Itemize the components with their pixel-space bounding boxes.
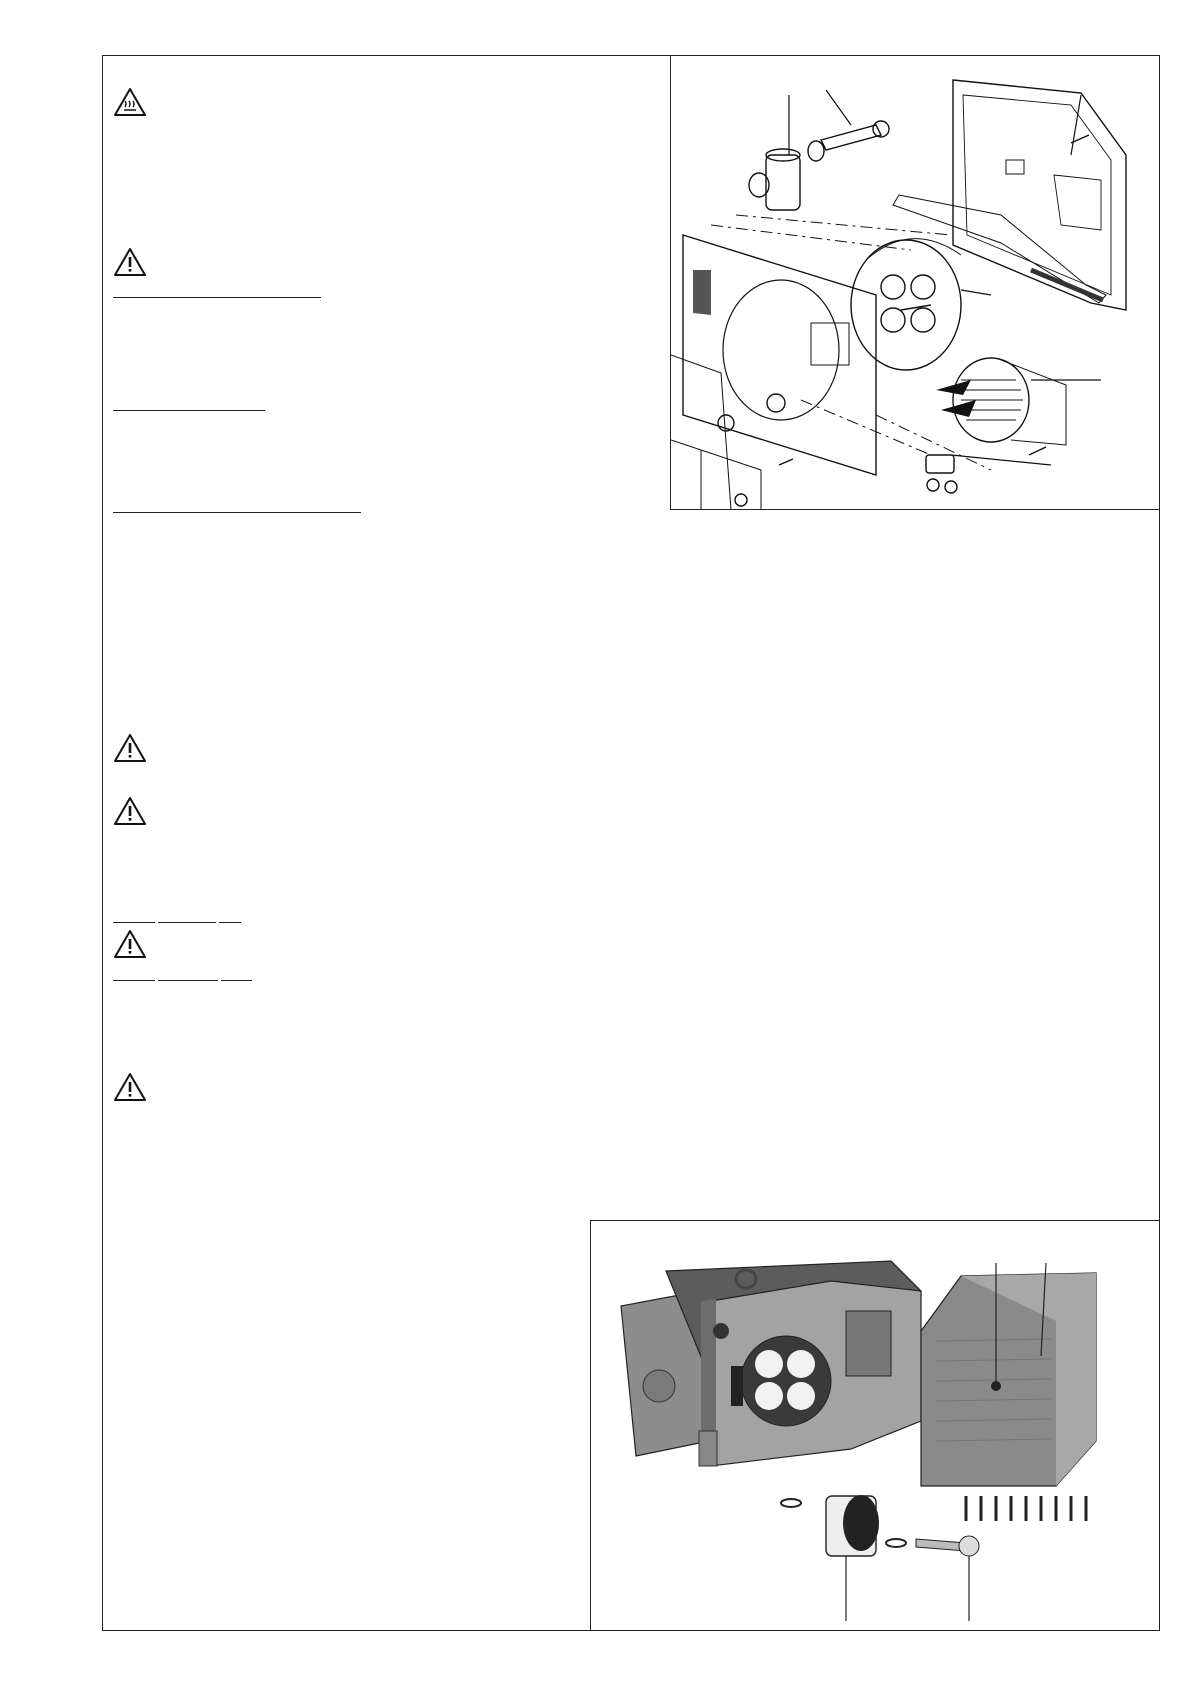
heading-underline (221, 980, 252, 981)
heading-underline (113, 512, 361, 513)
heading-underline (113, 297, 321, 298)
pump-body (621, 1261, 921, 1466)
warning-triangle-icon (113, 796, 147, 826)
warning-triangle-icon (113, 1072, 147, 1102)
screws (966, 1496, 1086, 1521)
cover-plate (921, 1273, 1096, 1486)
heading-underline (113, 410, 265, 411)
heading-underline (113, 922, 155, 923)
rotor-housing-part (851, 240, 961, 370)
warning-triangle-icon (113, 247, 147, 277)
heading-underline (158, 922, 216, 923)
vacuum-pump-photo (590, 1220, 1160, 1631)
shaft-part (821, 125, 881, 150)
filter-cartridge-part (766, 155, 800, 210)
warning-triangle-icon (113, 929, 147, 959)
hot-surface-warning-icon (113, 87, 147, 117)
housing-plate-part (683, 235, 876, 475)
warning-triangle-icon (113, 733, 147, 763)
heading-underline (113, 980, 155, 981)
exploded-parts-drawing (670, 55, 1160, 510)
heading-underline (158, 980, 218, 981)
heading-underline (219, 922, 241, 923)
